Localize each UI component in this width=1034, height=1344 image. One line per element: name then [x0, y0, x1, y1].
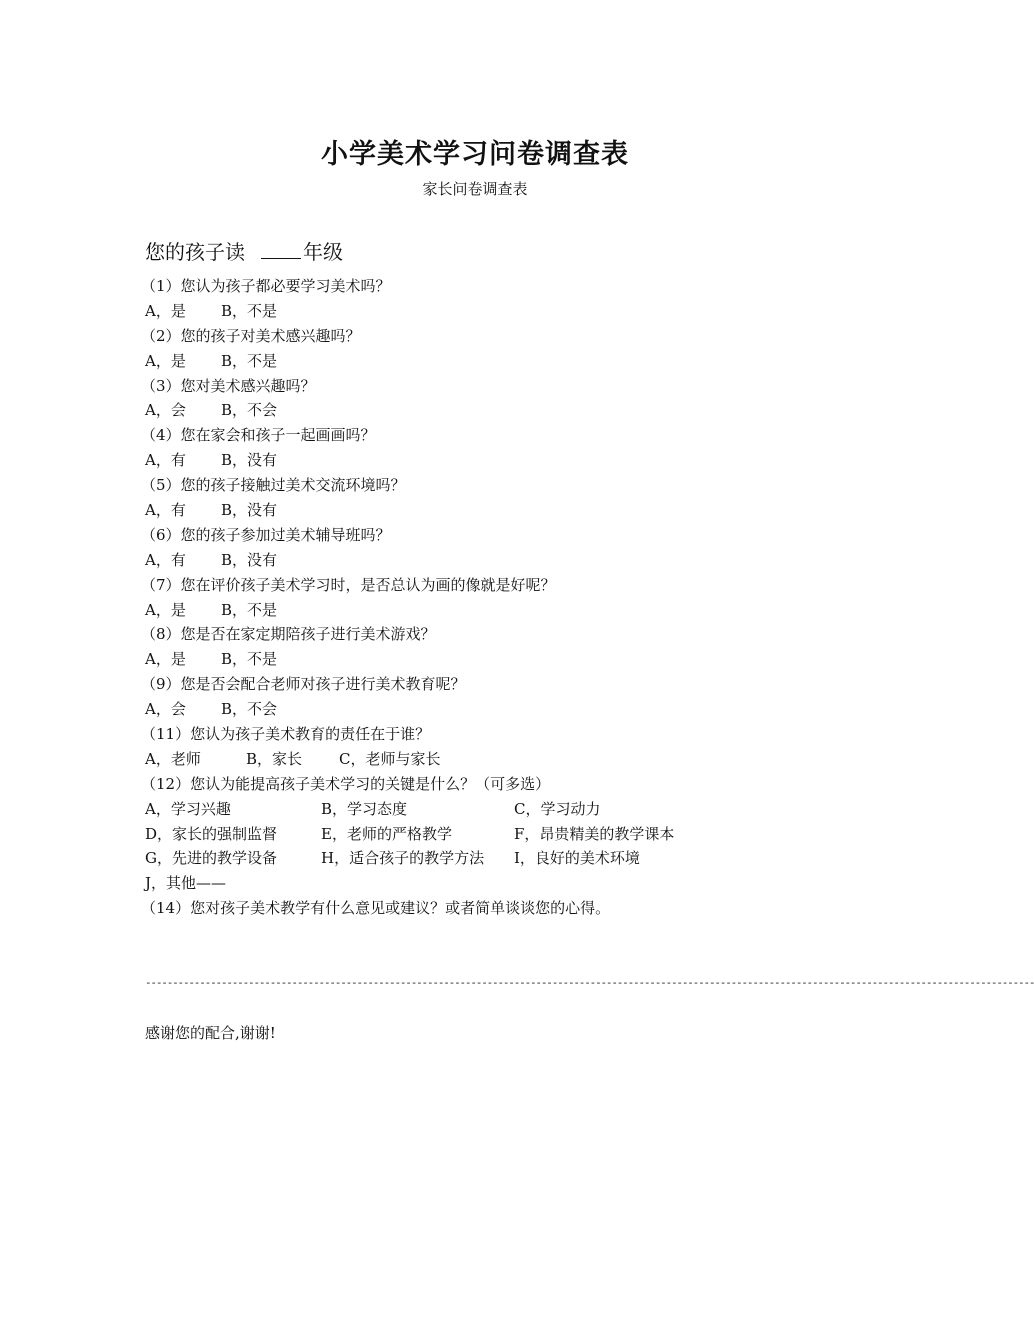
option-b[interactable]: B，不是 [221, 600, 278, 619]
option-a[interactable]: A，会 [145, 700, 186, 719]
answer-row-2 [145, 349, 785, 374]
question-9: （9）您是否会配合老师对孩子进行美术教育呢？ [141, 675, 466, 694]
option-e[interactable]: E，老师的严格教学 [321, 824, 452, 843]
answer-row-12a [145, 797, 785, 822]
option-a[interactable]: A，是 [145, 351, 186, 370]
option-b[interactable]: B，没有 [221, 501, 278, 520]
thanks-note: 感谢您的配合,谢谢! [145, 1024, 276, 1042]
option-c[interactable]: C，学习动力 [514, 799, 601, 818]
survey-body [141, 274, 785, 921]
option-b[interactable]: B，不是 [221, 650, 278, 669]
answer-row-4 [145, 448, 785, 473]
question-7: （7）您在评价孩子美术学习时，是否总认为画的像就是好呢？ [141, 575, 556, 594]
grade-line [145, 236, 343, 265]
option-b[interactable]: B，不是 [221, 301, 278, 320]
question-1: （1）您认为孩子都必要学习美术吗？ [141, 277, 391, 295]
question-8: （8）您是否在家定期陪孩子进行美术游戏？ [141, 625, 436, 644]
option-d[interactable]: D，家长的强制监督 [145, 824, 278, 843]
option-j[interactable]: J，其他—— [145, 874, 227, 893]
option-b[interactable]: B，不是 [221, 351, 278, 370]
option-a[interactable]: A，有 [145, 550, 186, 569]
option-a[interactable]: A，是 [145, 301, 186, 320]
question-11: （11）您认为孩子美术教育的责任在于谁？ [141, 725, 431, 744]
option-b[interactable]: B，不会 [221, 401, 278, 420]
page-subtitle: 家长问卷调查表 [422, 180, 528, 198]
answer-row-12d [145, 871, 785, 896]
answer-divider-line: -------------------------------------------------------------------------------------------------------------------------------------------------------------------- [145, 976, 1034, 989]
answer-row-11 [145, 747, 785, 772]
option-f[interactable]: F，昂贵精美的教学课本 [514, 824, 675, 843]
answer-row-9 [145, 697, 785, 722]
option-h[interactable]: H，适合孩子的教学方法 [321, 849, 485, 868]
question-6: （6）您的孩子参加过美术辅导班吗？ [141, 525, 391, 544]
question-4: （4）您在家会和孩子一起画画吗？ [141, 426, 376, 445]
question-12: （12）您认为能提高孩子美术学习的关键是什么？（可多选） [141, 774, 551, 793]
grade-suffix: 年级 [303, 240, 343, 264]
question-5: （5）您的孩子接触过美术交流环境吗？ [141, 476, 406, 495]
option-a[interactable]: A，是 [145, 650, 186, 669]
question-2: （2）您的孩子对美术感兴趣吗？ [141, 326, 361, 345]
option-a[interactable]: A，有 [145, 451, 186, 470]
option-b[interactable]: B，没有 [221, 550, 278, 569]
answer-row-7 [145, 598, 785, 623]
option-g[interactable]: G，先进的教学设备 [145, 849, 277, 868]
question-14: （14）您对孩子美术教学有什么意见或建议？或者简单谈谈您的心得。 [141, 899, 611, 918]
option-b[interactable]: B，家长 [246, 749, 303, 768]
page-title: 小学美术学习问卷调查表 [321, 139, 629, 170]
answer-row-6 [145, 548, 785, 573]
answer-row-5 [145, 498, 785, 523]
question-3: （3）您对美术感兴趣吗？ [141, 376, 316, 395]
answer-row-12b [145, 822, 785, 847]
option-a[interactable]: A，是 [145, 600, 186, 619]
option-a[interactable]: A，有 [145, 501, 186, 520]
option-a[interactable]: A，老师 [145, 749, 201, 768]
answer-row-3 [145, 398, 785, 423]
option-b[interactable]: B，没有 [221, 451, 278, 470]
grade-blank[interactable] [261, 240, 301, 259]
answer-row-8 [145, 647, 785, 672]
answer-row-12c [145, 846, 785, 871]
option-i[interactable]: I，良好的美术环境 [514, 849, 640, 868]
option-b[interactable]: B，学习态度 [321, 799, 408, 818]
answer-row-1 [145, 299, 785, 324]
grade-prefix: 您的孩子读 [145, 240, 245, 264]
option-b[interactable]: B，不会 [221, 700, 278, 719]
option-a[interactable]: A，学习兴趣 [145, 799, 231, 818]
option-a[interactable]: A，会 [145, 401, 186, 420]
option-c[interactable]: C，老师与家长 [339, 749, 441, 768]
